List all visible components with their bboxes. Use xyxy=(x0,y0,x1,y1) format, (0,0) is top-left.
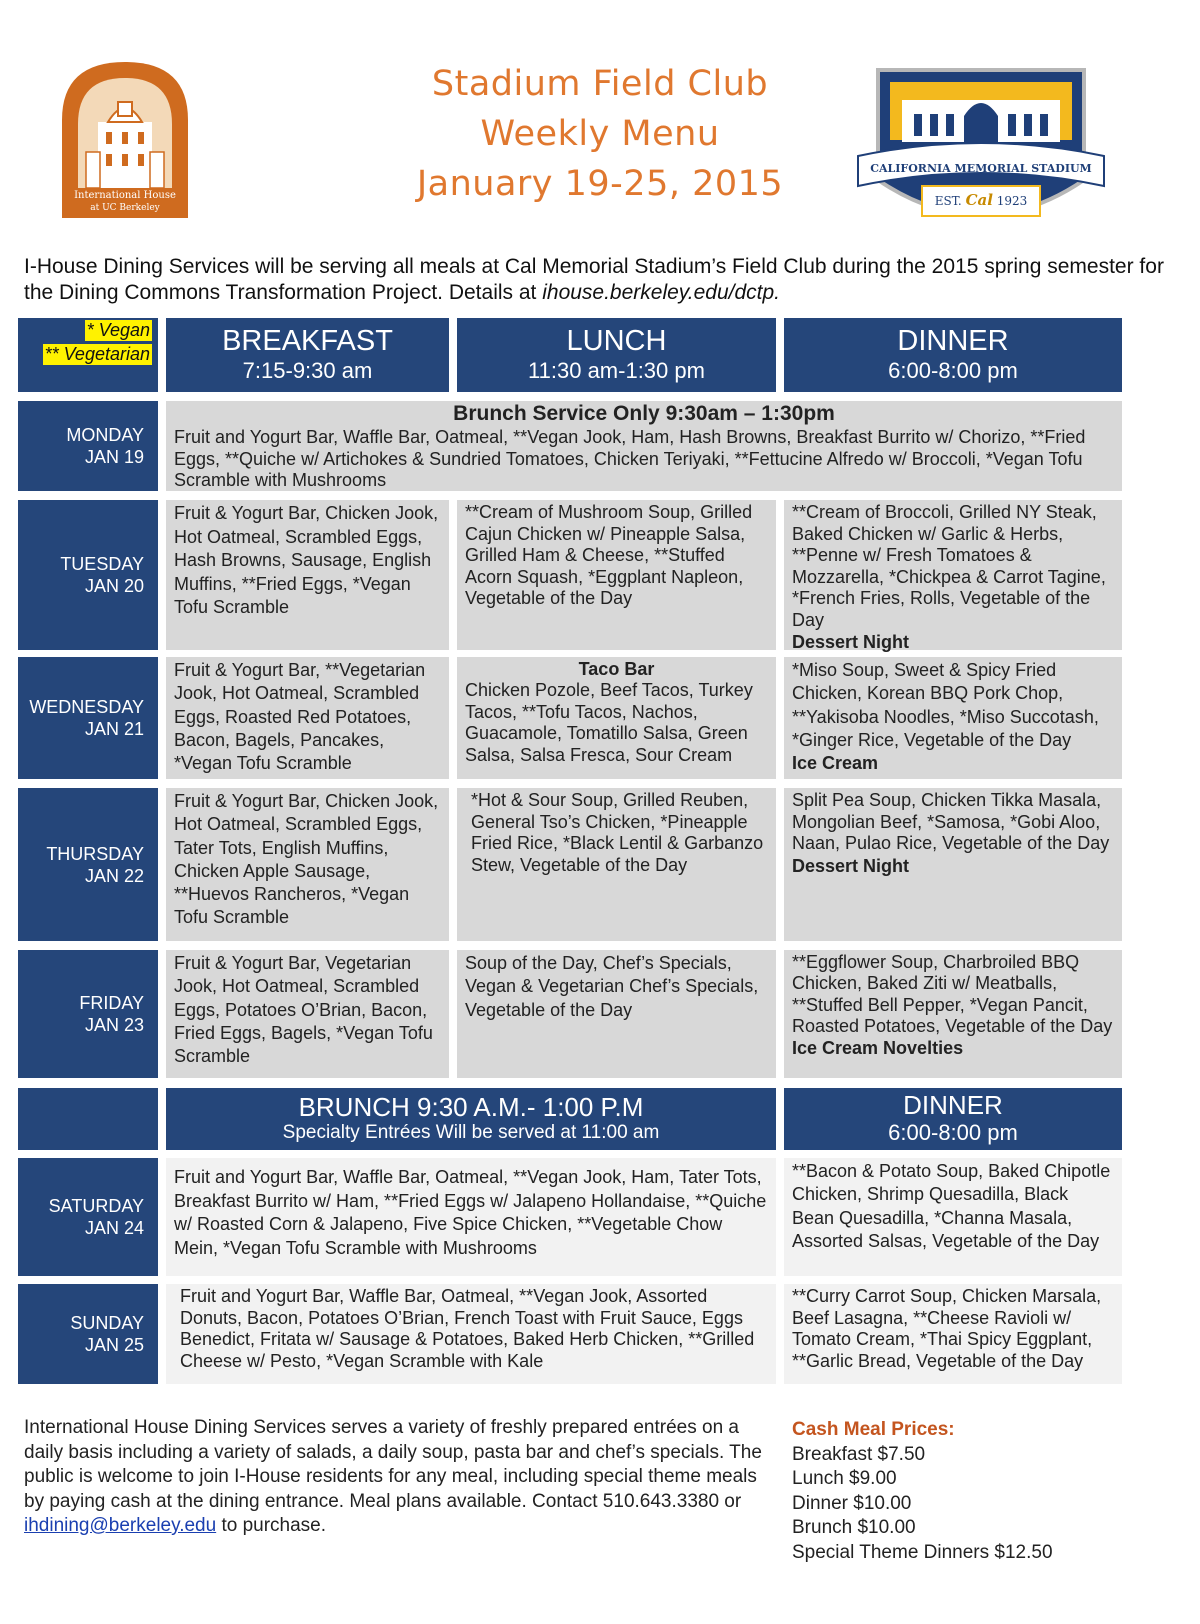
wednesday-lunch-cell xyxy=(457,657,776,779)
footer-text-end: to purchase. xyxy=(216,1515,327,1536)
day-cell-saturday xyxy=(18,1158,158,1276)
menu-text: Split Pea Soup, Chicken Tikka Masala, Mongolian Beef, *Samosa, *Gobi Aloo, Naan, Pulao Rice, Vegetable of the Day xyxy=(792,790,1110,853)
dinner-note: Dessert Night xyxy=(792,855,910,876)
price-item: Dinner $10.00 xyxy=(792,1492,912,1514)
day-cell-sunday xyxy=(18,1284,158,1384)
weekend-brunch-subtitle: Specialty Entrées Will be served at 11:00 am xyxy=(282,1122,660,1143)
day-name: TUESDAY xyxy=(60,554,144,574)
menu-text: Fruit & Yogurt Bar, Vegetarian Jook, Hot Oatmeal, Scrambled Eggs, Potatoes O’Brian, Bacon, Fried Eggs, Bagels, *Vegan Tofu Scramble xyxy=(174,953,433,1067)
price-item: Special Theme Dinners $12.50 xyxy=(792,1541,1053,1563)
menu-text: **Cream of Broccoli, Grilled NY Steak, Baked Chicken w/ Garlic & Herbs, **Penne w/ Fresh Tomatoes & Mozzarella, *Chickpea & Carrot Tagine, *French Fries, Rolls, Vegetable of the Day xyxy=(792,502,1106,630)
footer-paragraph xyxy=(24,1416,776,1539)
day-cell-wednesday xyxy=(18,657,158,779)
tuesday-dinner-cell xyxy=(784,500,1122,650)
monday-brunch-menu: Fruit and Yogurt Bar, Waffle Bar, Oatmeal, **Vegan Jook, Ham, Hash Browns, Breakfast Burrito w/ Chorizo, **Fried Eggs, **Quiche w/ Artichokes & Sundried Tomatoes, Chicken Teriyaki, **Fettucine Alfredo w/ Broccoli, *Vegan Tofu Scramble with Mushrooms xyxy=(174,427,1086,490)
menu-text: **Eggflower Soup, Charbroiled BBQ Chicken, Baked Ziti w/ Meatballs, **Stuffed Bell Pepper, *Vegan Pancit, Roasted Potatoes, Vegetable of the Day xyxy=(792,952,1113,1036)
day-name: SATURDAY xyxy=(48,1196,144,1216)
wednesday-breakfast-cell xyxy=(166,657,449,779)
menu-text: Chicken Pozole, Beef Tacos, Turkey Tacos, **Tofu Tacos, Nachos, Guacamole, Tomatillo Salsa, Green Salsa, Salsa Fresca, Sour Cream xyxy=(465,680,753,765)
day-name: MONDAY xyxy=(66,425,144,445)
intro-text: I-House Dining Services will be serving all meals at Cal Memorial Stadium’s Field Club during the 2015 spring semester for the Dining Commons Transformation Project. Details at xyxy=(24,255,1164,304)
saturday-dinner-cell xyxy=(784,1158,1122,1276)
breakfast-header xyxy=(166,318,449,392)
thursday-breakfast-cell xyxy=(166,788,449,941)
legend-box xyxy=(18,318,158,392)
menu-text: Fruit & Yogurt Bar, **Vegetarian Jook, Hot Oatmeal, Scrambled Eggs, Roasted Red Potatoes, Bacon, Bagels, Pancakes, *Vegan Tofu Scramble xyxy=(174,660,426,774)
weekend-dinner-title: DINNER xyxy=(903,1090,1003,1120)
thursday-dinner-cell xyxy=(784,788,1122,941)
day-date: JAN 23 xyxy=(84,1015,144,1035)
intro-link: ihouse.berkeley.edu/dctp. xyxy=(542,281,780,304)
thursday-lunch-cell xyxy=(457,788,776,941)
lunch-time: 11:30 am-1:30 pm xyxy=(528,358,705,383)
dinner-header xyxy=(784,318,1122,392)
weekend-brunch-header xyxy=(166,1088,776,1150)
monday-brunch-cell xyxy=(166,401,1122,491)
stadium-logo xyxy=(856,60,1106,240)
cash-prices-title: Cash Meal Prices: xyxy=(792,1419,955,1440)
day-date: JAN 19 xyxy=(84,447,144,467)
day-name: WEDNESDAY xyxy=(29,697,144,717)
price-item: Brunch $10.00 xyxy=(792,1517,916,1538)
menu-text: Fruit & Yogurt Bar, Chicken Jook, Hot Oatmeal, Scrambled Eggs, Tater Tots, English Muffins, Chicken Apple Sausage, **Huevos Rancheros, *Vegan Tofu Scramble xyxy=(174,791,439,928)
stadium-logo-est: EST. xyxy=(934,194,962,208)
weekend-dinner-header xyxy=(784,1088,1122,1150)
weekend-brunch-title: BRUNCH 9:30 A.M.- 1:00 P.M xyxy=(298,1092,644,1122)
weekend-corner xyxy=(18,1088,158,1150)
menu-title: Stadium Field Club xyxy=(431,64,769,104)
menu-text: *Miso Soup, Sweet & Spicy Fried Chicken, Korean BBQ Pork Chop, **Yakisoba Noodles, *Miso Succotash, *Ginger Rice, Vegetable of the Day xyxy=(792,660,1099,750)
day-name: FRIDAY xyxy=(79,993,144,1013)
sunday-dinner-cell xyxy=(784,1284,1122,1384)
tuesday-lunch-cell xyxy=(457,500,776,650)
price-item: Lunch $9.00 xyxy=(792,1468,897,1489)
lunch-title: LUNCH xyxy=(566,325,667,357)
day-date: JAN 20 xyxy=(84,576,144,596)
menu-date-range: January 19-25, 2015 xyxy=(416,164,784,204)
footer-text: International House Dining Services serves a variety of freshly prepared entrées on a daily basis including a variety of salads, a daily soup, pasta bar and chef’s specials. The public is welcome to join I-House residents for any meal, including special theme meals by paying cash at the dining entrance. Meal plans available. Contact 510.643.3380 or xyxy=(24,1417,762,1512)
legend-vegetarian: ** Vegetarian xyxy=(44,344,150,364)
wednesday-dinner-cell xyxy=(784,657,1122,779)
day-cell-friday xyxy=(18,950,158,1078)
dinner-title: DINNER xyxy=(897,325,1009,357)
lunch-header xyxy=(457,318,776,392)
email-link[interactable]: ihdining@berkeley.edu xyxy=(24,1515,217,1536)
day-cell-thursday xyxy=(18,788,158,941)
ihouse-logo-text-2: at UC Berkeley xyxy=(90,203,160,213)
friday-breakfast-cell xyxy=(166,950,449,1078)
menu-text: Fruit and Yogurt Bar, Waffle Bar, Oatmeal, **Vegan Jook, Ham, Tater Tots, Breakfast Burrito w/ Ham, **Fried Eggs w/ Jalapeno Hollandaise, **Quiche w/ Roasted Corn & Jalapeno, Five Spice Chicken, **Vegetable Chow Mein, *Vegan Tofu Scramble with Mushrooms xyxy=(174,1167,767,1258)
breakfast-time: 7:15-9:30 am xyxy=(242,358,373,383)
day-date: JAN 22 xyxy=(84,865,144,886)
menu-text: Fruit and Yogurt Bar, Waffle Bar, Oatmeal, **Vegan Jook, Assorted Donuts, Bacon, Potatoes O’Brian, French Toast with Fruit Sauce, Eggs Benedict, Fritata w/ Sausage & Potatoes, Baked Herb Chicken, **Grilled Cheese w/ Pesto, *Vegan Scramble with Kale xyxy=(180,1286,755,1371)
menu-text: **Bacon & Potato Soup, Baked Chipotle Chicken, Shrimp Quesadilla, Black Bean Quesadilla, *Channa Masala, Assorted Salsas, Vegetable of the Day xyxy=(792,1161,1111,1251)
day-cell-tuesday xyxy=(18,500,158,650)
friday-dinner-cell xyxy=(784,950,1122,1078)
ihouse-logo-text-1: International House xyxy=(74,190,176,201)
stadium-logo-year: 1923 xyxy=(996,194,1028,208)
menu-text: **Curry Carrot Soup, Chicken Marsala, Beef Lasagna, **Cheese Ravioli w/ Tomato Cream, *Thai Spicy Eggplant, **Garlic Bread, Vegetable of the Day xyxy=(792,1286,1102,1371)
friday-lunch-cell xyxy=(457,950,776,1078)
dinner-note: Ice Cream Novelties xyxy=(792,1038,964,1059)
menu-text: Fruit & Yogurt Bar, Chicken Jook, Hot Oatmeal, Scrambled Eggs, Hash Browns, Sausage, English Muffins, **Fried Eggs, *Vegan Tofu Scramble xyxy=(174,503,439,617)
legend-vegan: * Vegan xyxy=(86,320,150,340)
menu-text: Soup of the Day, Chef’s Specials, Vegan & Vegetarian Chef’s Specials, Vegetable of the Day xyxy=(465,953,759,1020)
saturday-brunch-cell xyxy=(166,1158,776,1276)
lunch-title: Taco Bar xyxy=(578,659,655,679)
menu-text: *Hot & Sour Soup, Grilled Reuben, General Tso’s Chicken, *Pineapple Fried Rice, *Black Lentil & Garbanzo Stew, Vegetable of the Day xyxy=(471,790,764,875)
day-cell-monday xyxy=(18,401,158,491)
sunday-brunch-cell xyxy=(166,1284,776,1384)
dinner-time: 6:00-8:00 pm xyxy=(888,358,1018,383)
breakfast-title: BREAKFAST xyxy=(222,325,393,357)
day-date: JAN 25 xyxy=(84,1335,144,1355)
price-item: Breakfast $7.50 xyxy=(792,1443,926,1465)
weekend-dinner-time: 6:00-8:00 pm xyxy=(888,1120,1018,1145)
menu-subtitle: Weekly Menu xyxy=(480,114,720,154)
cash-prices xyxy=(792,1418,1172,1565)
dinner-note: Ice Cream xyxy=(792,753,879,774)
day-date: JAN 24 xyxy=(84,1218,144,1238)
stadium-logo-cal: Cal xyxy=(965,191,993,209)
intro-paragraph xyxy=(24,254,1184,306)
monday-brunch-title: Brunch Service Only 9:30am – 1:30pm xyxy=(453,402,835,425)
tuesday-breakfast-cell xyxy=(166,500,449,650)
dinner-note: Dessert Night xyxy=(792,632,910,652)
menu-text: **Cream of Mushroom Soup, Grilled Cajun Chicken w/ Pineapple Salsa, Grilled Ham & Cheese, **Stuffed Acorn Squash, *Eggplant Napleon, Vegetable of the Day xyxy=(465,502,753,608)
day-name: SUNDAY xyxy=(70,1313,144,1333)
stadium-logo-banner: CALIFORNIA MEMORIAL STADIUM xyxy=(870,162,1092,175)
day-date: JAN 21 xyxy=(84,719,144,739)
day-name: THURSDAY xyxy=(46,843,144,864)
